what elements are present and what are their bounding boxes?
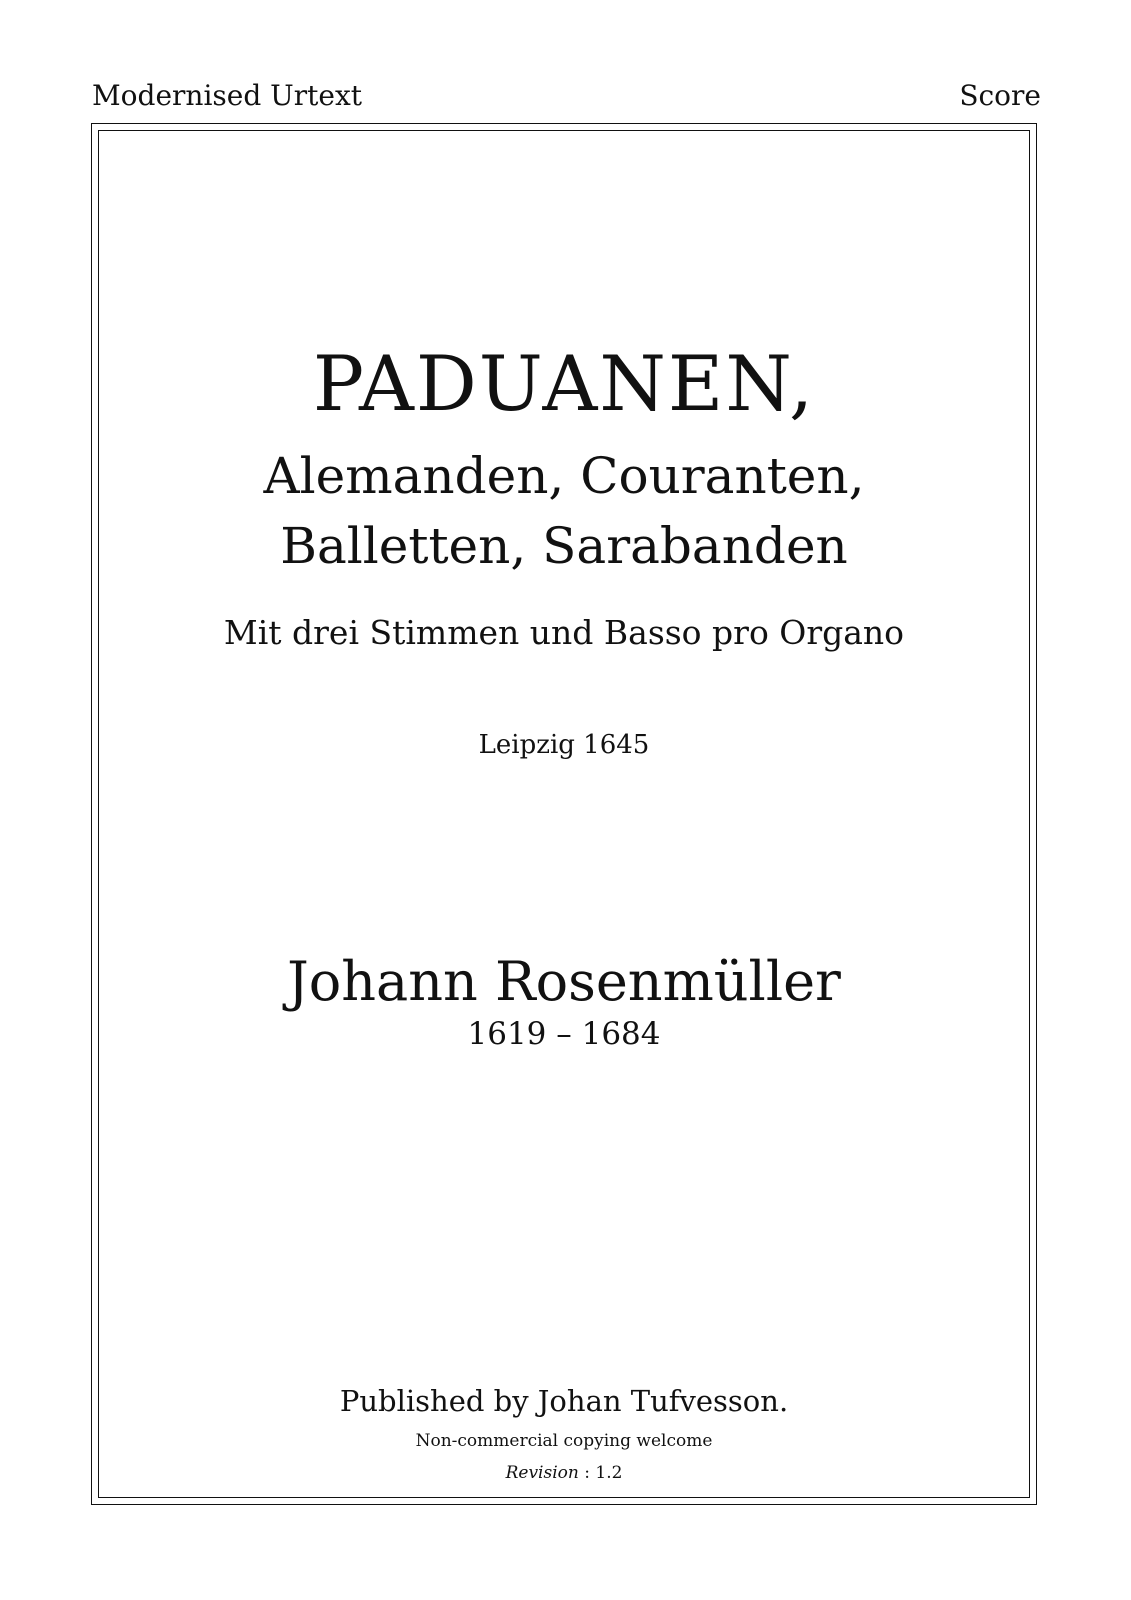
composer-name: Johann Rosenmüller — [287, 950, 841, 1013]
revision-value: 1.2 — [595, 1463, 623, 1483]
revision-separator: : — [578, 1463, 596, 1483]
header-score-label: Score — [959, 79, 1041, 112]
place-and-date: Leipzig 1645 — [478, 730, 650, 760]
revision-line — [98, 1461, 1030, 1485]
composer-lifespan: 1619 – 1684 — [467, 1016, 661, 1052]
subtitle-line-2: Balletten, Sarabanden — [280, 517, 848, 575]
header-edition-label: Modernised Urtext — [92, 79, 363, 112]
instrumentation-line: Mit drei Stimmen und Basso pro Organo — [223, 613, 905, 652]
revision-label: Revision — [505, 1463, 579, 1483]
page-frame-inner — [98, 130, 1030, 1498]
subtitle-line-1: Alemanden, Couranten, — [263, 447, 865, 505]
publisher-line: Published by Johan Tufvesson. — [339, 1384, 789, 1418]
page-title: PADUANEN, — [312, 339, 816, 428]
copying-notice: Non-commercial copying welcome — [415, 1431, 713, 1451]
